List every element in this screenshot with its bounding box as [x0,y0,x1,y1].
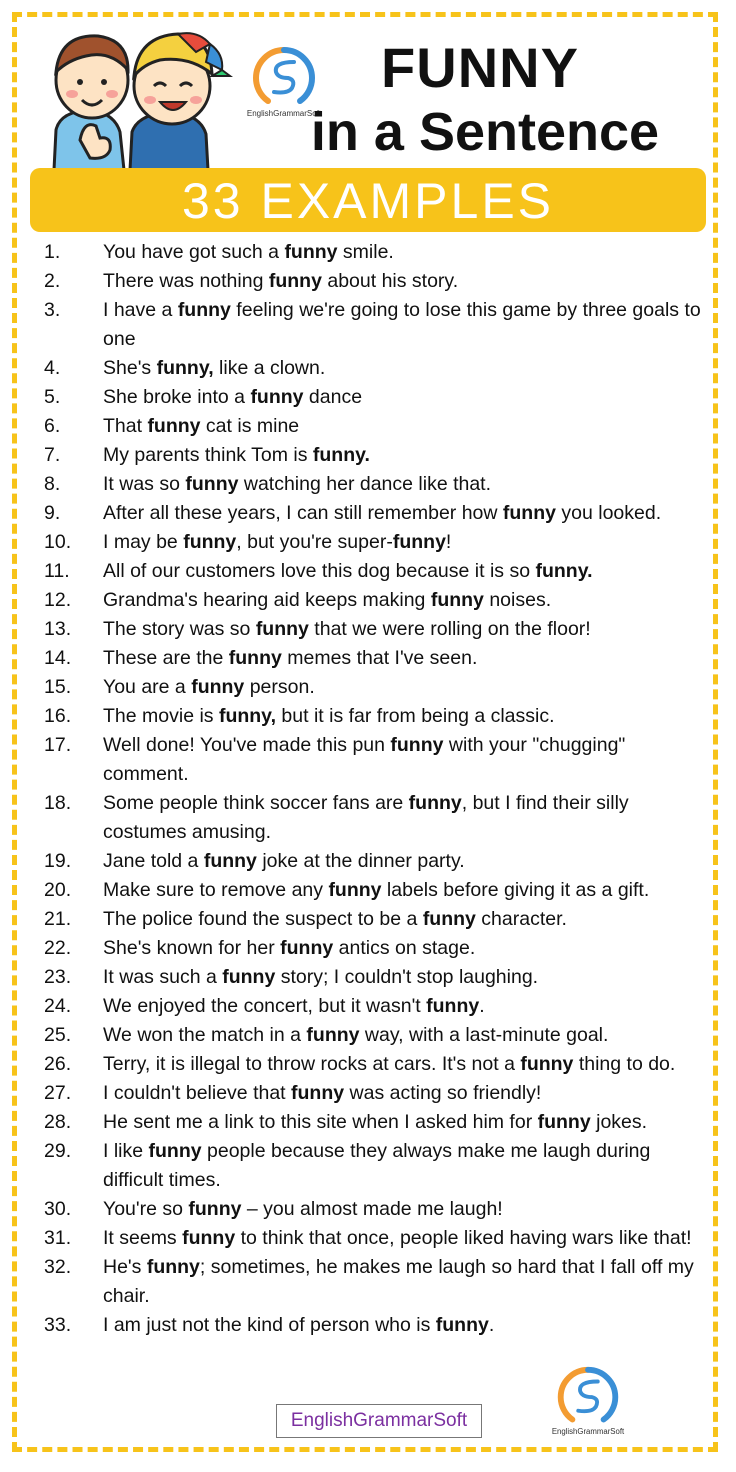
keyword-highlight: funny [182,1227,236,1249]
item-number: 1. [44,241,61,263]
footer-brand-label: EnglishGrammarSoft [276,1404,482,1438]
list-item [0,557,736,586]
sentence-fragment: Some people think soccer fans are [103,792,409,814]
item-number: 27. [44,1082,72,1104]
item-number: 31. [44,1227,72,1249]
sentence-fragment: ; sometimes, he makes me laugh so hard that I fall off my chair. [103,1256,694,1307]
item-number: 8. [44,473,61,495]
item-sentence [103,847,713,876]
list-item [0,441,736,470]
keyword-highlight: funny [183,531,237,553]
item-sentence [103,1253,713,1311]
item-number: 26. [44,1053,72,1075]
sentence-fragment: . [479,995,485,1017]
header [30,20,710,170]
list-item [0,702,736,731]
item-number: 33. [44,1314,72,1336]
item-number: 12. [44,589,72,611]
sentence-fragment: That [103,415,148,437]
keyword-highlight: funny [191,676,245,698]
sentence-fragment: We won the match in a [103,1024,307,1046]
item-sentence [103,934,713,963]
list-item [0,1050,736,1079]
sentence-fragment: Make sure to remove any [103,879,329,901]
sentence-fragment: All of our customers love this dog because it is so [103,560,536,582]
item-sentence [103,296,713,354]
sentence-fragment: way, with a last-minute goal. [359,1024,609,1046]
item-number: 19. [44,850,72,872]
sentence-fragment: joke at the dinner party. [256,850,465,872]
sentence-fragment: that we were rolling on the floor! [308,618,591,640]
keyword-highlight: funny, [218,705,276,727]
sentence-fragment: with your "chugging" comment. [103,734,626,785]
sentence-fragment: I may be [103,531,184,553]
examples-list [0,238,736,1340]
item-number: 16. [44,705,72,727]
item-number: 11. [44,560,70,582]
sentence-fragment: thing to do. [573,1053,676,1075]
sentence-fragment: , but you're super- [236,531,393,553]
item-sentence [103,963,713,992]
logo-bottom-text: EnglishGrammarSoft [551,1427,625,1437]
examples-banner: 33 EXAMPLES [30,168,706,232]
item-number: 15. [44,676,72,698]
sentence-fragment: Terry, it is illegal to throw rocks at cars. It's not a [103,1053,521,1075]
item-number: 13. [44,618,72,640]
keyword-highlight: funny [537,1111,591,1133]
list-item [0,1311,736,1340]
item-sentence [103,702,713,731]
item-sentence [103,1195,713,1224]
list-item [0,731,736,789]
sentence-fragment: but it is far from being a classic. [276,705,555,727]
sentence-fragment: You're so [103,1198,189,1220]
keyword-highlight: funny, [156,357,214,379]
sentence-fragment: Jane told a [103,850,204,872]
item-sentence [103,441,713,470]
item-number: 6. [44,415,61,437]
list-item [0,876,736,905]
item-sentence [103,789,713,847]
item-number: 32. [44,1256,72,1278]
item-number: 28. [44,1111,72,1133]
list-item [0,1253,736,1311]
item-number: 3. [44,299,61,321]
sentence-fragment: She broke into a [103,386,251,408]
item-number: 17. [44,734,72,756]
sentence-fragment: It was so [103,473,186,495]
list-item [0,615,736,644]
list-item [0,238,736,267]
item-sentence [103,1079,713,1108]
item-sentence [103,238,713,267]
sentence-fragment: about his story. [321,270,459,292]
item-sentence [103,1021,713,1050]
list-item [0,992,736,1021]
item-number: 18. [44,792,72,814]
keyword-highlight: funny [328,879,382,901]
item-sentence [103,499,713,528]
keyword-highlight: funny [284,241,338,263]
sentence-fragment: She's [103,357,157,379]
list-item [0,905,736,934]
item-sentence [103,470,713,499]
keyword-highlight: funny [520,1053,574,1075]
item-sentence [103,354,713,383]
sentence-fragment: like a clown. [213,357,326,379]
sentence-fragment: You are a [103,676,192,698]
item-number: 5. [44,386,61,408]
sentence-fragment: you looked. [555,502,662,524]
keyword-highlight: funny [502,502,556,524]
keyword-highlight: funny [408,792,462,814]
item-sentence [103,876,713,905]
item-number: 10. [44,531,72,553]
sentence-fragment: The story was so [103,618,256,640]
sentence-fragment: There was nothing [103,270,269,292]
item-sentence [103,383,713,412]
page-title-subtitle: in a Sentence [310,102,660,162]
sentence-fragment: The police found the suspect to be a [103,908,423,930]
item-sentence [103,1224,713,1253]
keyword-highlight: funny [268,270,322,292]
sentence-fragment: smile. [337,241,394,263]
kids-illustration-icon [40,20,240,170]
item-number: 30. [44,1198,72,1220]
sentence-fragment: antics on stage. [333,937,476,959]
sentence-fragment: He's [103,1256,147,1278]
keyword-highlight: funny [255,618,309,640]
item-number: 2. [44,270,61,292]
sentence-fragment: . [488,1314,495,1336]
sentence-fragment: dance [303,386,363,408]
item-number: 14. [44,647,72,669]
item-number: 9. [44,502,61,524]
sentence-fragment: You have got such a [103,241,285,263]
item-number: 20. [44,879,72,901]
item-sentence [103,557,713,586]
list-item [0,296,736,354]
list-item [0,412,736,441]
sentence-fragment: jokes. [590,1111,648,1133]
keyword-highlight: funny [203,850,257,872]
list-item [0,354,736,383]
list-item [0,934,736,963]
list-item [0,586,736,615]
item-sentence [103,1050,713,1079]
keyword-highlight: funny [250,386,304,408]
sentence-fragment: character. [475,908,567,930]
sentence-fragment: labels before giving it as a gift. [381,879,650,901]
sentence-fragment: After all these years, I can still remember how [103,502,503,524]
item-number: 4. [44,357,61,379]
keyword-highlight: funny [280,937,334,959]
item-sentence [103,615,713,644]
list-item [0,470,736,499]
sentence-fragment: , but I find their silly costumes amusing. [103,792,629,843]
item-sentence [103,673,713,702]
item-number: 23. [44,966,72,988]
sentence-fragment: It seems [103,1227,183,1249]
sentence-fragment: The movie is [103,705,219,727]
list-item [0,1021,736,1050]
sentence-fragment: people because they always make me laugh during difficult times. [103,1140,651,1191]
item-number: 24. [44,995,72,1017]
logo-top-text: EnglishGrammarSoft [246,109,322,118]
sentence-fragment: We enjoyed the concert, but it wasn't [103,995,427,1017]
item-sentence [103,267,713,296]
item-number: 25. [44,1024,72,1046]
list-item [0,499,736,528]
sentence-fragment: It was such a [103,966,223,988]
list-item [0,963,736,992]
item-sentence [103,1137,713,1195]
sentence-fragment: She's known for her [103,937,281,959]
keyword-highlight: funny [177,299,231,321]
item-sentence [103,731,713,789]
sentence-fragment: cat is mine [200,415,300,437]
page-title-word: FUNNY [381,36,579,99]
keyword-highlight: funny [430,589,484,611]
keyword-highlight: funny [222,966,276,988]
keyword-highlight: funny [291,1082,345,1104]
sentence-fragment: person. [244,676,315,698]
list-item [0,673,736,702]
keyword-highlight: funny [185,473,239,495]
sentence-fragment: Grandma's hearing aid keeps making [103,589,431,611]
sentence-fragment: He sent me a link to this site when I asked him for [103,1111,538,1133]
keyword-highlight: funny [390,734,444,756]
item-number: 21. [44,908,72,930]
sentence-fragment: feeling we're going to lose this game by three goals to one [103,299,701,350]
keyword-highlight: funny [146,1256,200,1278]
list-item [0,528,736,557]
list-item [0,1108,736,1137]
keyword-highlight: funny [422,908,476,930]
sentence-fragment: I am just not the kind of person who is [103,1314,436,1336]
sentence-fragment: memes that I've seen. [281,647,478,669]
keyword-highlight: funny [228,647,282,669]
item-number: 29. [44,1140,72,1162]
item-number: 22. [44,937,72,959]
sentence-fragment: My parents think Tom is [103,444,313,466]
list-item [0,847,736,876]
item-sentence [103,905,713,934]
item-sentence [103,528,713,557]
sentence-fragment: was acting so friendly! [344,1082,542,1104]
sentence-fragment: I couldn't believe that [103,1082,292,1104]
list-item [0,1137,736,1195]
list-item [0,1079,736,1108]
item-sentence [103,412,713,441]
sentence-fragment: I have a [103,299,178,321]
list-item [0,383,736,412]
item-sentence [103,1108,713,1137]
keyword-highlight: funny. [535,560,593,582]
sentence-fragment: noises. [483,589,552,611]
item-sentence [103,586,713,615]
keyword-highlight: funny [435,1314,489,1336]
sentence-fragment: Well done! You've made this pun [103,734,391,756]
item-number: 7. [44,444,61,466]
sentence-fragment: – you almost made me laugh! [241,1198,503,1220]
sentence-fragment: These are the [103,647,229,669]
sentence-fragment: to think that once, people liked having wars like that! [235,1227,692,1249]
item-sentence [103,644,713,673]
item-sentence [103,992,713,1021]
list-item [0,1224,736,1253]
keyword-highlight: funny [147,415,201,437]
item-sentence [103,1311,713,1340]
list-item [0,789,736,847]
brand-logo-icon [548,1362,628,1440]
sentence-fragment: watching her dance like that. [238,473,492,495]
sentence-fragment: story; I couldn't stop laughing. [275,966,539,988]
keyword-highlight: funny [426,995,480,1017]
list-item [0,644,736,673]
sentence-fragment: I like [103,1140,149,1162]
keyword-highlight: funny [392,531,446,553]
keyword-highlight: funny. [312,444,370,466]
keyword-highlight: funny [188,1198,242,1220]
sentence-fragment: ! [445,531,452,553]
keyword-highlight: funny [148,1140,202,1162]
list-item [0,1195,736,1224]
keyword-highlight: funny [306,1024,360,1046]
list-item [0,267,736,296]
